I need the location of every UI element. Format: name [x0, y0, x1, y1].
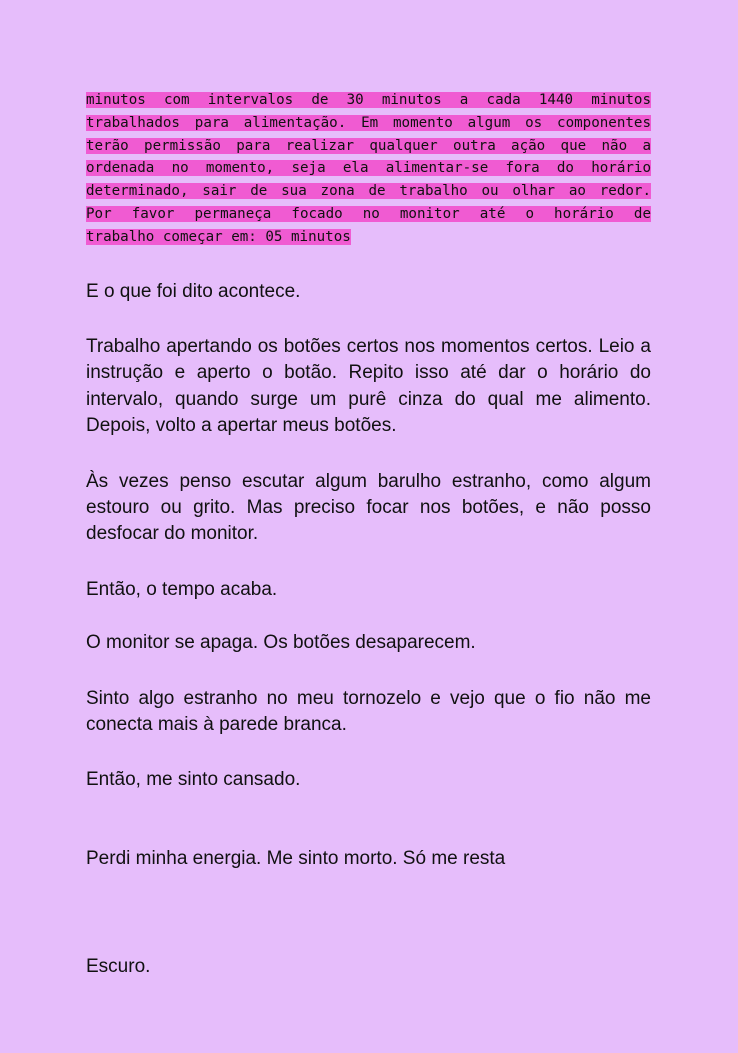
paragraph: O monitor se apaga. Os botões desaparecem.	[86, 632, 476, 654]
paragraph: Sinto algo estranho no meu tornozelo e vejo que o fio não me conecta mais à parede branca.	[86, 687, 651, 736]
message-line: terão permissão para realizar qualquer outra ação que não a	[86, 137, 651, 154]
document-page	[86, 89, 651, 981]
message-line: Por favor permaneça focado no monitor até o horário de	[86, 205, 651, 222]
paragraph: Trabalho apertando os botões certos nos momentos certos. Leio a instrução e aperto o botão. Repito isso até dar o horário do intervalo, quando surge um purê cinza do qual me alimento. Depois, volto a apertar meus botões.	[86, 335, 651, 437]
message-line: trabalho começar em: 05 minutos	[86, 228, 351, 245]
paragraph: Então, o tempo acaba.	[86, 578, 278, 600]
paragraph: Perdi minha energia. Me sinto morto. Só me resta	[86, 847, 506, 869]
highlighted-system-message	[86, 89, 651, 249]
message-line: ordenada no momento, seja ela alimentar-se fora do horário	[86, 160, 651, 177]
paragraph: Escuro.	[86, 956, 151, 978]
paragraph: Às vezes penso escutar algum barulho estranho, como algum estouro ou grito. Mas preciso focar nos botões, e não posso desfocar do monitor.	[86, 470, 651, 545]
message-line: minutos com intervalos de 30 minutos a cada 1440 minutos	[86, 92, 651, 108]
message-line: determinado, sair de sua zona de trabalho ou olhar ao redor.	[86, 183, 651, 200]
message-line: trabalhados para alimentação. Em momento algum os componentes	[86, 114, 651, 131]
paragraph: E o que foi dito acontece.	[86, 280, 301, 302]
paragraph: Então, me sinto cansado.	[86, 769, 301, 791]
